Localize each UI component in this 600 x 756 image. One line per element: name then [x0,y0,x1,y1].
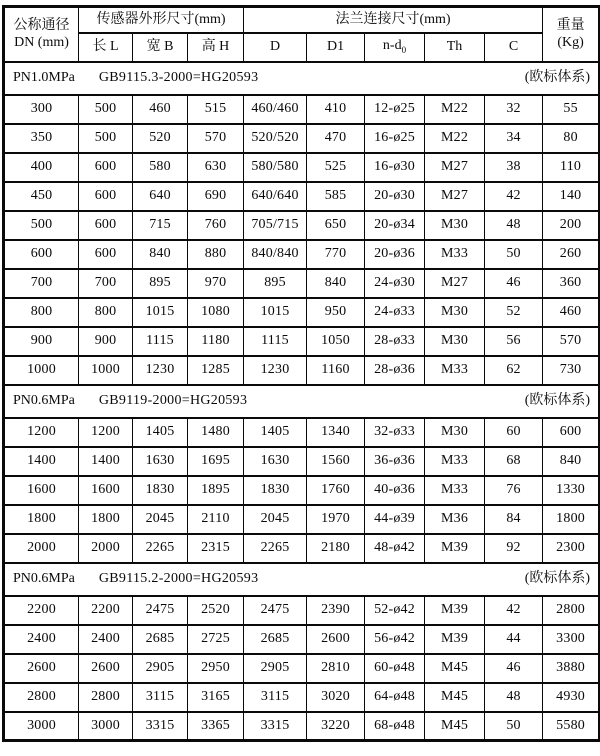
cell-thread-th: M22 [425,124,485,153]
cell-bolt-holes-nd0: 36-ø36 [365,447,425,476]
cell-thread-th: M27 [425,153,485,182]
cell-flange-d1: 1050 [307,327,365,356]
header-nd-subscript: 0 [401,45,407,56]
table-row [4,153,600,182]
header-col-th: Th [425,33,485,62]
cell-dn: 1400 [4,447,79,476]
cell-thickness-c: 68 [485,447,543,476]
cell-thread-th: M27 [425,182,485,211]
cell-thickness-c: 34 [485,124,543,153]
cell-bolt-holes-nd0: 64-ø48 [365,683,425,712]
cell-length-l: 2200 [79,596,133,625]
header-col-dn [4,7,79,62]
cell-flange-d1: 650 [307,211,365,240]
header-col-nd0 [365,33,425,62]
cell-length-l: 900 [79,327,133,356]
section-header-cell [4,62,600,95]
cell-height-h: 1080 [188,298,244,327]
cell-dn: 1000 [4,356,79,385]
table-row [4,625,600,654]
cell-thickness-c: 52 [485,298,543,327]
header-weight-label: 重量 [556,17,585,33]
cell-dn: 800 [4,298,79,327]
cell-dn: 3000 [4,712,79,741]
cell-length-l: 1800 [79,505,133,534]
cell-thickness-c: 50 [485,240,543,269]
table-row [4,418,600,447]
cell-weight: 2300 [543,534,600,563]
cell-thread-th: M22 [425,95,485,124]
cell-flange-d: 3115 [244,683,307,712]
table-row [4,683,600,712]
cell-flange-d1: 840 [307,269,365,298]
cell-width-b: 640 [133,182,188,211]
cell-flange-d1: 3020 [307,683,365,712]
cell-flange-d1: 1970 [307,505,365,534]
cell-flange-d1: 3220 [307,712,365,741]
cell-bolt-holes-nd0: 28-ø33 [365,327,425,356]
cell-length-l: 600 [79,211,133,240]
cell-flange-d: 2905 [244,654,307,683]
cell-thread-th: M39 [425,625,485,654]
cell-flange-d: 640/640 [244,182,307,211]
cell-length-l: 600 [79,153,133,182]
cell-weight: 3300 [543,625,600,654]
cell-height-h: 760 [188,211,244,240]
cell-bolt-holes-nd0: 40-ø36 [365,476,425,505]
cell-dn: 1800 [4,505,79,534]
cell-bolt-holes-nd0: 16-ø30 [365,153,425,182]
cell-dn: 500 [4,211,79,240]
cell-flange-d: 1230 [244,356,307,385]
cell-width-b: 2685 [133,625,188,654]
header-row-subcols [4,33,600,62]
cell-length-l: 2600 [79,654,133,683]
table-row [4,95,600,124]
cell-thickness-c: 84 [485,505,543,534]
table-row [4,211,600,240]
cell-thread-th: M45 [425,654,485,683]
cell-flange-d1: 1560 [307,447,365,476]
cell-height-h: 1480 [188,418,244,447]
cell-dn: 2800 [4,683,79,712]
cell-flange-d1: 770 [307,240,365,269]
table-row [4,269,600,298]
cell-weight: 1800 [543,505,600,534]
table-row [4,654,600,683]
cell-weight: 840 [543,447,600,476]
cell-width-b: 2045 [133,505,188,534]
cell-bolt-holes-nd0: 20-ø34 [365,211,425,240]
cell-thickness-c: 46 [485,654,543,683]
cell-flange-d1: 2390 [307,596,365,625]
cell-height-h: 2725 [188,625,244,654]
cell-bolt-holes-nd0: 20-ø36 [365,240,425,269]
cell-height-h: 1285 [188,356,244,385]
cell-thickness-c: 62 [485,356,543,385]
cell-width-b: 895 [133,269,188,298]
cell-flange-d1: 1160 [307,356,365,385]
cell-dn: 350 [4,124,79,153]
cell-length-l: 2000 [79,534,133,563]
cell-thickness-c: 32 [485,95,543,124]
cell-height-h: 3365 [188,712,244,741]
section-pressure-rating: PN0.6MPa [13,392,75,408]
cell-weight: 2800 [543,596,600,625]
cell-weight: 110 [543,153,600,182]
cell-width-b: 1830 [133,476,188,505]
cell-thickness-c: 44 [485,625,543,654]
cell-thread-th: M36 [425,505,485,534]
cell-flange-d1: 1340 [307,418,365,447]
cell-length-l: 500 [79,124,133,153]
header-group-flange: 法兰连接尺寸(mm) [244,7,543,33]
cell-length-l: 1200 [79,418,133,447]
cell-dn: 2200 [4,596,79,625]
cell-length-l: 500 [79,95,133,124]
section-header-cell [4,563,600,596]
cell-height-h: 1180 [188,327,244,356]
cell-dn: 2600 [4,654,79,683]
cell-thickness-c: 42 [485,596,543,625]
cell-height-h: 1695 [188,447,244,476]
cell-flange-d1: 2180 [307,534,365,563]
table-row [4,327,600,356]
cell-thread-th: M39 [425,534,485,563]
cell-weight: 360 [543,269,600,298]
header-dn-label: 公称通径 [13,17,70,33]
cell-dn: 1200 [4,418,79,447]
cell-height-h: 2520 [188,596,244,625]
table-row [4,182,600,211]
cell-length-l: 600 [79,182,133,211]
section-header-row [4,385,600,418]
header-col-height-h: 高 H [188,33,244,62]
cell-dn: 300 [4,95,79,124]
cell-flange-d1: 525 [307,153,365,182]
cell-weight: 730 [543,356,600,385]
cell-thread-th: M33 [425,240,485,269]
cell-flange-d: 2265 [244,534,307,563]
cell-dn: 400 [4,153,79,182]
section-note: (欧标体系) [524,570,591,586]
cell-thread-th: M33 [425,447,485,476]
header-dn-unit: DN (mm) [14,35,69,51]
cell-thread-th: M33 [425,356,485,385]
table-row [4,534,600,563]
cell-flange-d1: 410 [307,95,365,124]
cell-height-h: 2950 [188,654,244,683]
table-row [4,596,600,625]
cell-thread-th: M45 [425,712,485,741]
cell-flange-d: 580/580 [244,153,307,182]
cell-thread-th: M30 [425,327,485,356]
cell-flange-d: 2475 [244,596,307,625]
cell-length-l: 2800 [79,683,133,712]
table-row [4,476,600,505]
cell-thickness-c: 92 [485,534,543,563]
section-header-row [4,563,600,596]
cell-height-h: 570 [188,124,244,153]
cell-flange-d: 1015 [244,298,307,327]
cell-flange-d: 2045 [244,505,307,534]
section-pressure-rating: PN1.0MPa [13,69,75,85]
cell-weight: 600 [543,418,600,447]
section-header-cell [4,385,600,418]
cell-length-l: 1000 [79,356,133,385]
section-standard: GB9115.2-2000=HG20593 [98,570,259,586]
cell-flange-d: 1115 [244,327,307,356]
cell-dn: 2000 [4,534,79,563]
header-row-groups [4,7,600,33]
cell-weight: 5580 [543,712,600,741]
header-col-length-l: 长 L [79,33,133,62]
cell-width-b: 460 [133,95,188,124]
cell-weight: 55 [543,95,600,124]
cell-thickness-c: 48 [485,683,543,712]
cell-thread-th: M33 [425,476,485,505]
cell-flange-d1: 1760 [307,476,365,505]
cell-thickness-c: 46 [485,269,543,298]
cell-width-b: 1115 [133,327,188,356]
cell-thread-th: M30 [425,298,485,327]
cell-dn: 700 [4,269,79,298]
cell-width-b: 3115 [133,683,188,712]
cell-flange-d: 1830 [244,476,307,505]
cell-thread-th: M45 [425,683,485,712]
table-row [4,356,600,385]
table-row [4,505,600,534]
cell-width-b: 520 [133,124,188,153]
table-row [4,298,600,327]
cell-bolt-holes-nd0: 16-ø25 [365,124,425,153]
cell-flange-d: 520/520 [244,124,307,153]
cell-flange-d1: 2810 [307,654,365,683]
cell-flange-d1: 2600 [307,625,365,654]
section-standard: GB9119-2000=HG20593 [98,392,248,408]
header-col-d: D [244,33,307,62]
cell-height-h: 2315 [188,534,244,563]
cell-thread-th: M30 [425,211,485,240]
cell-length-l: 3000 [79,712,133,741]
cell-height-h: 2110 [188,505,244,534]
cell-length-l: 1600 [79,476,133,505]
cell-weight: 3880 [543,654,600,683]
cell-height-h: 630 [188,153,244,182]
cell-length-l: 800 [79,298,133,327]
section-standard: GB9115.3-2000=HG20593 [98,69,259,85]
cell-flange-d: 1405 [244,418,307,447]
cell-bolt-holes-nd0: 44-ø39 [365,505,425,534]
cell-length-l: 1400 [79,447,133,476]
cell-length-l: 2400 [79,625,133,654]
section-note: (欧标体系) [524,392,591,408]
cell-thickness-c: 50 [485,712,543,741]
header-group-sensor: 传感器外形尺寸(mm) [79,7,244,33]
cell-flange-d: 3315 [244,712,307,741]
cell-weight: 460 [543,298,600,327]
cell-height-h: 1895 [188,476,244,505]
table-row [4,124,600,153]
cell-width-b: 2905 [133,654,188,683]
cell-width-b: 840 [133,240,188,269]
cell-flange-d1: 585 [307,182,365,211]
cell-thickness-c: 56 [485,327,543,356]
cell-thickness-c: 38 [485,153,543,182]
cell-height-h: 3165 [188,683,244,712]
cell-thickness-c: 76 [485,476,543,505]
cell-length-l: 700 [79,269,133,298]
cell-weight: 80 [543,124,600,153]
table-body [4,62,600,741]
cell-thread-th: M39 [425,596,485,625]
table-row [4,240,600,269]
cell-bolt-holes-nd0: 68-ø48 [365,712,425,741]
cell-thickness-c: 42 [485,182,543,211]
cell-thread-th: M27 [425,269,485,298]
cell-width-b: 2475 [133,596,188,625]
cell-bolt-holes-nd0: 12-ø25 [365,95,425,124]
cell-width-b: 1230 [133,356,188,385]
cell-length-l: 600 [79,240,133,269]
cell-weight: 140 [543,182,600,211]
header-col-weight [543,7,600,62]
table-header [4,7,600,62]
cell-flange-d1: 950 [307,298,365,327]
header-nd-base: n-d [382,38,402,54]
cell-width-b: 580 [133,153,188,182]
header-col-d1: D1 [307,33,365,62]
cell-flange-d: 2685 [244,625,307,654]
cell-flange-d: 840/840 [244,240,307,269]
cell-bolt-holes-nd0: 60-ø48 [365,654,425,683]
cell-flange-d: 1630 [244,447,307,476]
table-row [4,712,600,741]
cell-bolt-holes-nd0: 52-ø42 [365,596,425,625]
cell-weight: 4930 [543,683,600,712]
cell-bolt-holes-nd0: 24-ø33 [365,298,425,327]
cell-height-h: 880 [188,240,244,269]
cell-thickness-c: 48 [485,211,543,240]
cell-width-b: 3315 [133,712,188,741]
cell-height-h: 970 [188,269,244,298]
cell-bolt-holes-nd0: 56-ø42 [365,625,425,654]
cell-bolt-holes-nd0: 48-ø42 [365,534,425,563]
cell-weight: 200 [543,211,600,240]
cell-height-h: 515 [188,95,244,124]
cell-width-b: 1630 [133,447,188,476]
cell-bolt-holes-nd0: 24-ø30 [365,269,425,298]
cell-dn: 600 [4,240,79,269]
cell-bolt-holes-nd0: 20-ø30 [365,182,425,211]
cell-thread-th: M30 [425,418,485,447]
cell-flange-d1: 470 [307,124,365,153]
cell-height-h: 690 [188,182,244,211]
cell-flange-d: 705/715 [244,211,307,240]
cell-width-b: 1015 [133,298,188,327]
cell-flange-d: 895 [244,269,307,298]
cell-width-b: 715 [133,211,188,240]
cell-width-b: 1405 [133,418,188,447]
header-col-width-b: 宽 B [133,33,188,62]
cell-weight: 570 [543,327,600,356]
cell-dn: 1600 [4,476,79,505]
flowmeter-dimension-table [2,5,600,742]
cell-bolt-holes-nd0: 32-ø33 [365,418,425,447]
cell-weight: 1330 [543,476,600,505]
section-header-row [4,62,600,95]
cell-dn: 450 [4,182,79,211]
header-weight-unit: (Kg) [557,35,584,51]
cell-flange-d: 460/460 [244,95,307,124]
section-pressure-rating: PN0.6MPa [13,570,75,586]
cell-width-b: 2265 [133,534,188,563]
cell-thickness-c: 60 [485,418,543,447]
section-note: (欧标体系) [524,69,591,85]
header-col-c: C [485,33,543,62]
table-row [4,447,600,476]
cell-weight: 260 [543,240,600,269]
cell-dn: 900 [4,327,79,356]
cell-bolt-holes-nd0: 28-ø36 [365,356,425,385]
cell-dn: 2400 [4,625,79,654]
